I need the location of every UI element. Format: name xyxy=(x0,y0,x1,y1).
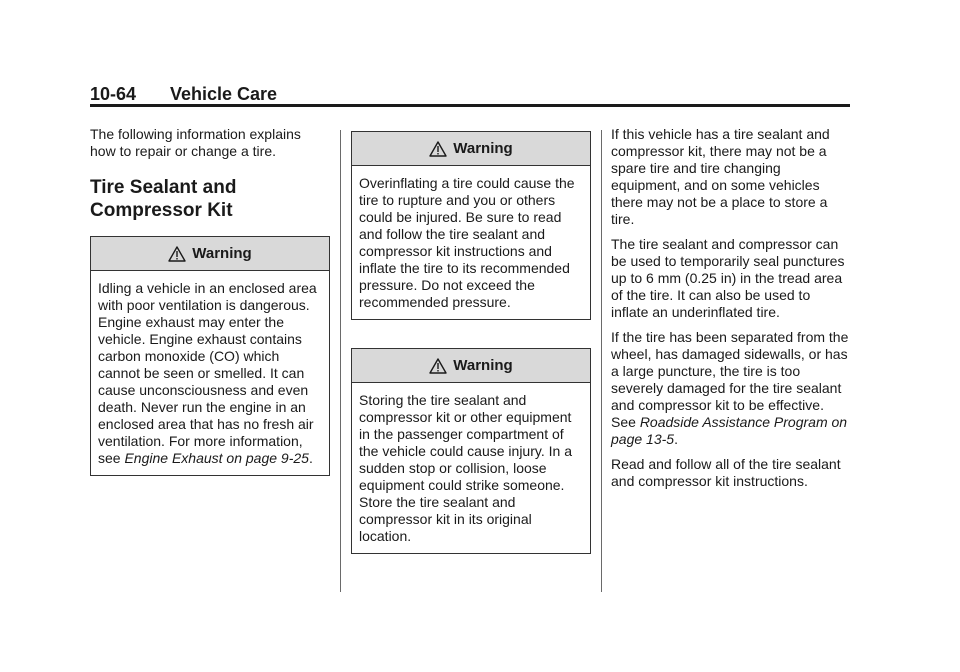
body-paragraph: Read and follow all of the tire sealant and compressor kit instructions. xyxy=(611,456,841,489)
punctuation: . xyxy=(308,450,313,466)
warning-title: Warning xyxy=(453,357,513,374)
cross-reference: Engine Exhaust on page 9-25 xyxy=(124,450,309,466)
warning-title: Warning xyxy=(453,140,513,157)
warning-body xyxy=(352,166,590,319)
warning-header xyxy=(352,132,590,166)
warning-box xyxy=(351,131,591,320)
warning-text: Idling a vehicle in an enclosed area with poor ventilation is dangerous. Engine exhaust may enter the vehicle. Engine exhaust contains carbon monoxide (CO) which cannot be seen or smelled. It can cause unconsciousness and even death. Never run the engine in an enclosed area that has no fresh air ventilation. For more information, see xyxy=(98,280,317,466)
header-rule xyxy=(90,104,850,107)
page-header xyxy=(90,83,850,105)
warning-header xyxy=(352,349,590,383)
section-title: Vehicle Care xyxy=(170,84,278,104)
warning-box xyxy=(351,348,591,554)
warning-triangle-icon xyxy=(168,246,186,262)
warning-body xyxy=(91,271,329,475)
column-right xyxy=(611,126,851,498)
warning-text: Storing the tire sealant and compressor kit or other equipment in the passenger compartment of the vehicle could cause injury. In a sudden stop or collision, loose equipment could strike someone. Store the tire sealant and compressor kit in its original location. xyxy=(359,392,572,544)
body-text: If the tire has been separated from the wheel, has damaged sidewalls, or has a large puncture, the tire is too severely damaged for the tire sealant and compressor kit to be effective. See xyxy=(611,329,849,430)
punctuation: . xyxy=(674,431,678,447)
warning-triangle-icon xyxy=(429,358,447,374)
body-paragraph: The tire sealant and compressor can be used to temporarily seal punctures up to 6 mm (0.25 in) in the tread area of the tire. It can also be used to inflate an underinflated tire. xyxy=(611,236,845,320)
warning-triangle-icon xyxy=(429,141,447,157)
column-middle xyxy=(351,131,591,554)
section-heading: Tire Sealant and Compressor Kit xyxy=(90,177,237,221)
warning-body xyxy=(352,383,590,553)
column-left xyxy=(90,126,330,476)
warning-title: Warning xyxy=(192,245,252,262)
intro-paragraph: The following information explains how to repair or change a tire. xyxy=(90,126,301,159)
body-paragraph xyxy=(611,329,851,448)
cross-reference: Roadside Assistance Program on page 13-5 xyxy=(611,414,848,447)
column-divider xyxy=(340,130,341,592)
warning-box xyxy=(90,236,330,476)
warning-text: Overinflating a tire could cause the tire to rupture and you or others could be injured. Be sure to read and follow the tire sealant and compressor kit instructions and inflate the tire to its recommended pressure. Do not exceed the recommended pressure. xyxy=(359,175,575,310)
page-number: 10-64 xyxy=(90,84,137,104)
column-divider xyxy=(601,130,602,592)
body-paragraph: If this vehicle has a tire sealant and compressor kit, there may not be a spare tire and tire changing equipment, and on some vehicles there may not be a place to store a tire. xyxy=(611,126,830,227)
warning-header xyxy=(91,237,329,271)
